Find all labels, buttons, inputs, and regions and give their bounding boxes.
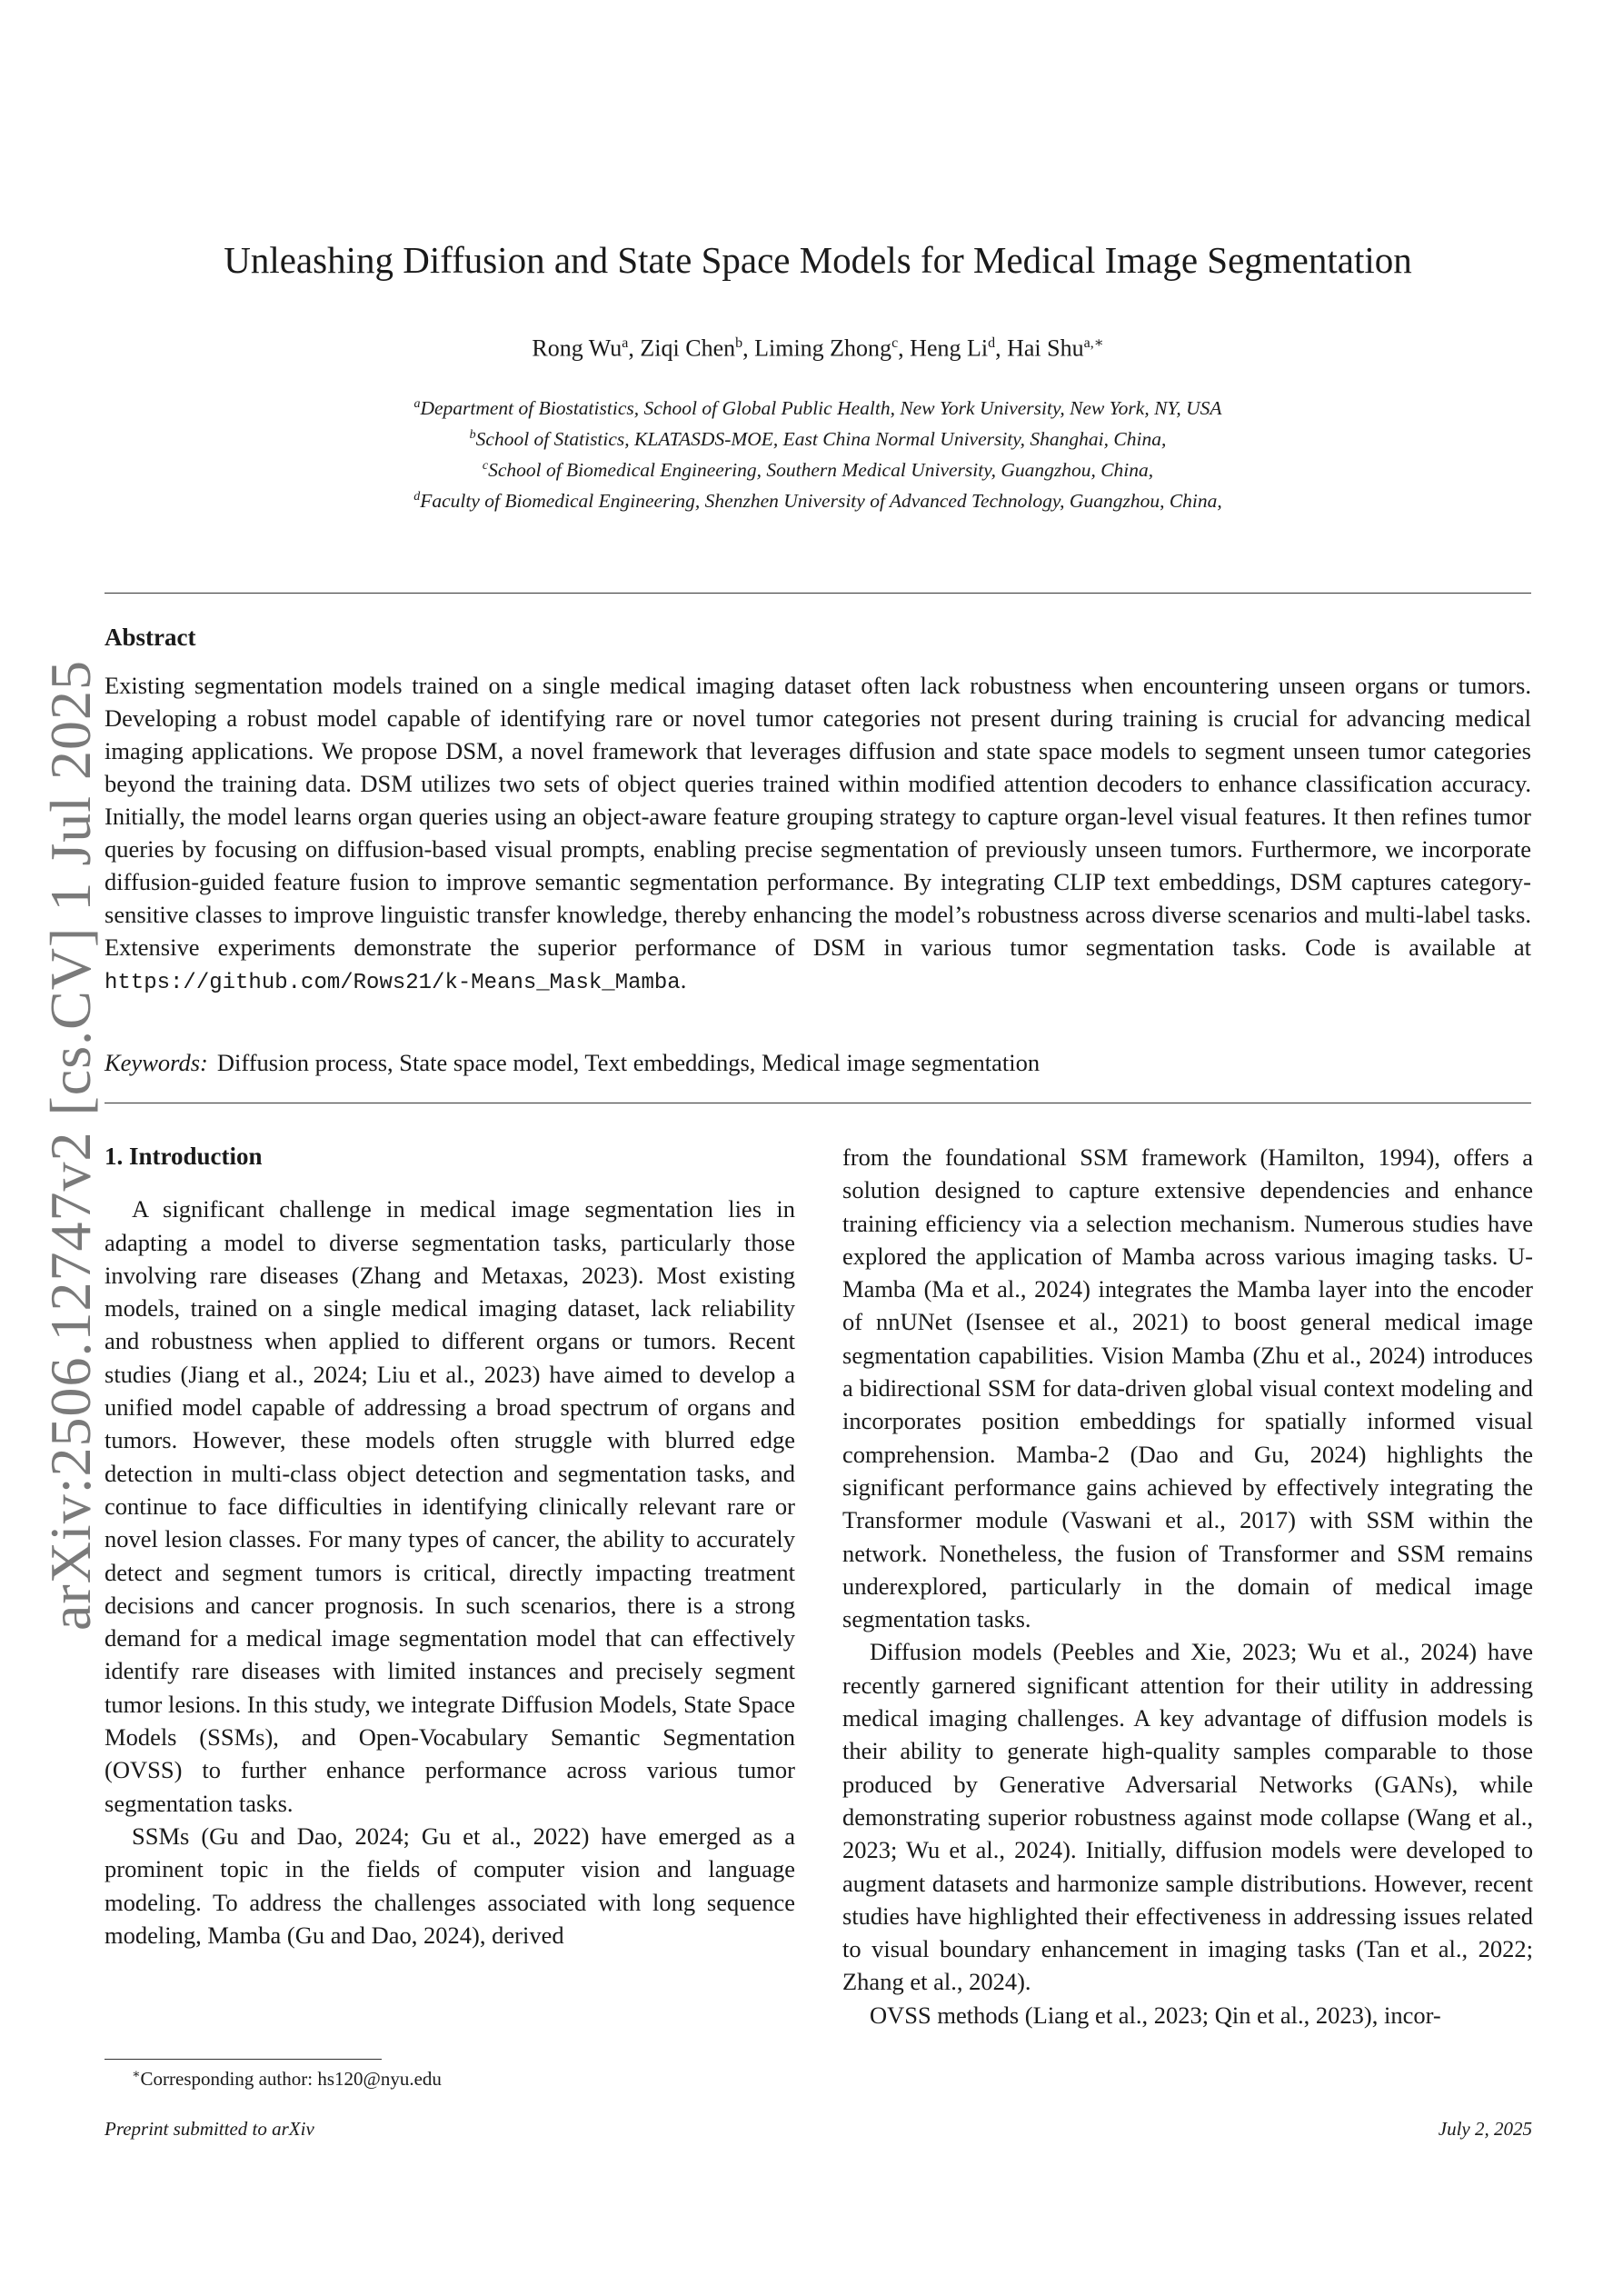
abstract-heading: Abstract (105, 624, 196, 651)
footer-left: Preprint submitted to arXiv (105, 2118, 314, 2140)
affiliation-sup: b (469, 428, 476, 443)
affiliation-text: School of Statistics, KLATASDS-MOE, East China Normal University, Shanghai, China, (475, 428, 1167, 451)
footnote (132, 2067, 442, 2091)
author-name: Hai Shu (1007, 334, 1084, 362)
author-name: Ziqi Chen (640, 334, 736, 362)
author-name: Liming Zhong (754, 334, 892, 362)
author-sup: a,∗ (1083, 335, 1104, 351)
abstract-end: . (680, 966, 687, 993)
footnote-rule (105, 2059, 382, 2060)
paragraph: Diffusion models (Peebles and Xie, 2023; Wu et al., 2024) have recently garnered significant attention for their utility in addressing medical imaging challenges. A key advantage of diffusion models is their ability to generate high-quality samples comparable to those produced by Generative Adversarial Networks (GANs), while demonstrating superior robustness against mode collapse (Wang et al., 2023; Wu et al., 2024). Initially, diffusion models were developed to augment datasets and harmonize sample distributions. However, recent studies have highlighted their effectiveness in addressing issues related to visual boundary enhancement in imaging tasks (Tan et al., 2022; Zhang et al., 2024). (842, 1638, 1533, 1996)
paragraph: from the foundational SSM framework (Hamilton, 1994), offers a solution designed to capture extensive dependencies and enhance training efficiency via a selection mechanism. Numerous studies have explored the application of Mamba across various imaging tasks. U-Mamba (Ma et al., 2024) integrates the Mamba layer into the encoder of nnUNet (Isensee et al., 2021) to boost general medical image segmentation capabilities. Vision Mamba (Zhu et al., 2024) introduces a bidirectional SSM for data-driven global visual context modeling and incorporates position embeddings for spatially informed visual comprehension. Mamba-2 (Dao and Gu, 2024) highlights the significant performance gains achieved by effectively integrating the Transformer module (Vaswani et al., 2017) with SSM within the network. Nonetheless, the fusion of Transformer and SSM remains underexplored, particularly in the domain of medical image segmentation tasks. (842, 1143, 1533, 1633)
affiliation-text: Faculty of Biomedical Engineering, Shenzhen University of Advanced Technology, Guangzhou, China, (420, 490, 1222, 513)
affiliation-sup: d (413, 490, 421, 504)
footnote-text: Corresponding author: hs120@nyu.edu (140, 2068, 442, 2090)
author-sup: d (988, 335, 996, 351)
section-heading: 1. Introduction (105, 1143, 263, 1170)
affiliation-line (105, 422, 1531, 453)
arxiv-stamp-text: arXiv:2506.12747v2 [cs.CV] 1 Jul 2025 (38, 659, 103, 1632)
paragraph: OVSS methods (Liang et al., 2023; Qin et al., 2023), incor- (870, 2001, 1441, 2029)
author-sup: c (891, 335, 899, 351)
arxiv-stamp (35, 659, 107, 1632)
keywords-label: Keywords: (105, 1049, 208, 1076)
abstract-top-rule (105, 593, 1531, 594)
right-column (842, 1141, 1533, 2031)
abstract-body: Existing segmentation models trained on a single medical imaging dataset often lack robustness when encountering unseen organs or tumors. Developing a robust model capable of identifying rare or novel tumor categories not present during training is crucial for advancing medical imaging applications. We propose DSM, a novel framework that leverages diffusion and state space models to segment unseen tumor categories beyond the training data. DSM utilizes two sets of object queries trained within modified attention decoders to enhance classification accuracy. Initially, the model learns organ queries using an object-aware feature grouping strategy to capture organ-level visual features. It then refines tumor queries by focusing on diffusion-based visual prompts, enabling precise segmentation of previously unseen tumors. Furthermore, we incorporate diffusion-guided feature fusion to improve semantic segmentation performance. By integrating CLIP text embeddings, DSM captures category-sensitive classes to improve linguistic transfer knowledge, thereby enhancing the model’s robustness across diverse scenarios and multi-label tasks. Extensive experiments demonstrate the superior performance of DSM in various tumor segmentation tasks. Code is available at (105, 672, 1531, 961)
keywords-text: Diffusion process, State space model, Text embeddings, Medical image segmentation (216, 1049, 1041, 1076)
keywords (105, 1049, 1531, 1077)
abstract-text (105, 669, 1531, 1000)
affiliation-line (105, 453, 1531, 484)
affiliations (105, 391, 1531, 515)
author-name: Heng Li (910, 334, 989, 362)
affiliation-line (105, 484, 1531, 514)
paragraph: SSMs (Gu and Dao, 2024; Gu et al., 2022) have emerged as a prominent topic in the fields of computer vision and language modeling. To address the challenges associated with long sequence modeling, Mamba (Gu and Dao, 2024), derived (105, 1822, 795, 1949)
footnote-sup: ∗ (132, 2068, 141, 2081)
affiliation-line (105, 391, 1531, 422)
author-list: Rong Wu$^a$, Ziqi Chen$^b$, Liming Zhong$^c$, Heng Li$^d$, Hai Shu$^{a,∗}$ (532, 334, 1104, 362)
author-sup: b (735, 335, 743, 351)
paragraph: A significant challenge in medical image segmentation lies in adapting a model to diverse segmentation tasks, particularly those involving rare diseases (Zhang and Metaxas, 2023). Most existing models, trained on a single medical imaging dataset, lack reliability and robustness when applied to different organs or tumors. Recent studies (Jiang et al., 2024; Liu et al., 2023) have aimed to develop a unified model capable of addressing a broad spectrum of organs and tumors. However, these models often struggle with blurred edge detection in multi-class object detection and segmentation tasks, and continue to face difficulties in identifying clinically relevant rare or novel lesion classes. For many types of cancer, the ability to accurately detect and segment tumors is critical, directly impacting treatment decisions and cancer prognosis. In such scenarios, there is a strong demand for a medical image segmentation model that can effectively identify rare diseases with limited instances and precisely segment tumor lesions. In this study, we integrate Diffusion Models, State Space Models (SSMs), and Open-Vocabulary Semantic Segmentation (OVSS) to further enhance performance across various tumor segmentation tasks. (105, 1195, 795, 1817)
footer-right: July 2, 2025 (1438, 2118, 1532, 2140)
affiliation-text: Department of Biostatistics, School of Global Public Health, New York University, New York, NY, USA (420, 397, 1222, 420)
paper-title: Unleashing Diffusion and State Space Models for Medical Image Segmentation (224, 239, 1412, 281)
author-name: Rong Wu (532, 334, 622, 362)
affiliation-text: School of Biomedical Engineering, Southern Medical University, Guangzhou, China, (488, 459, 1154, 482)
left-column (105, 1140, 795, 1952)
code-link[interactable]: https://github.com/Rows21/k-Means_Mask_Mamba (105, 971, 681, 995)
author-sup: a (622, 335, 629, 351)
affiliation-sup: a (413, 397, 421, 411)
affiliation-sup: c (482, 459, 489, 474)
